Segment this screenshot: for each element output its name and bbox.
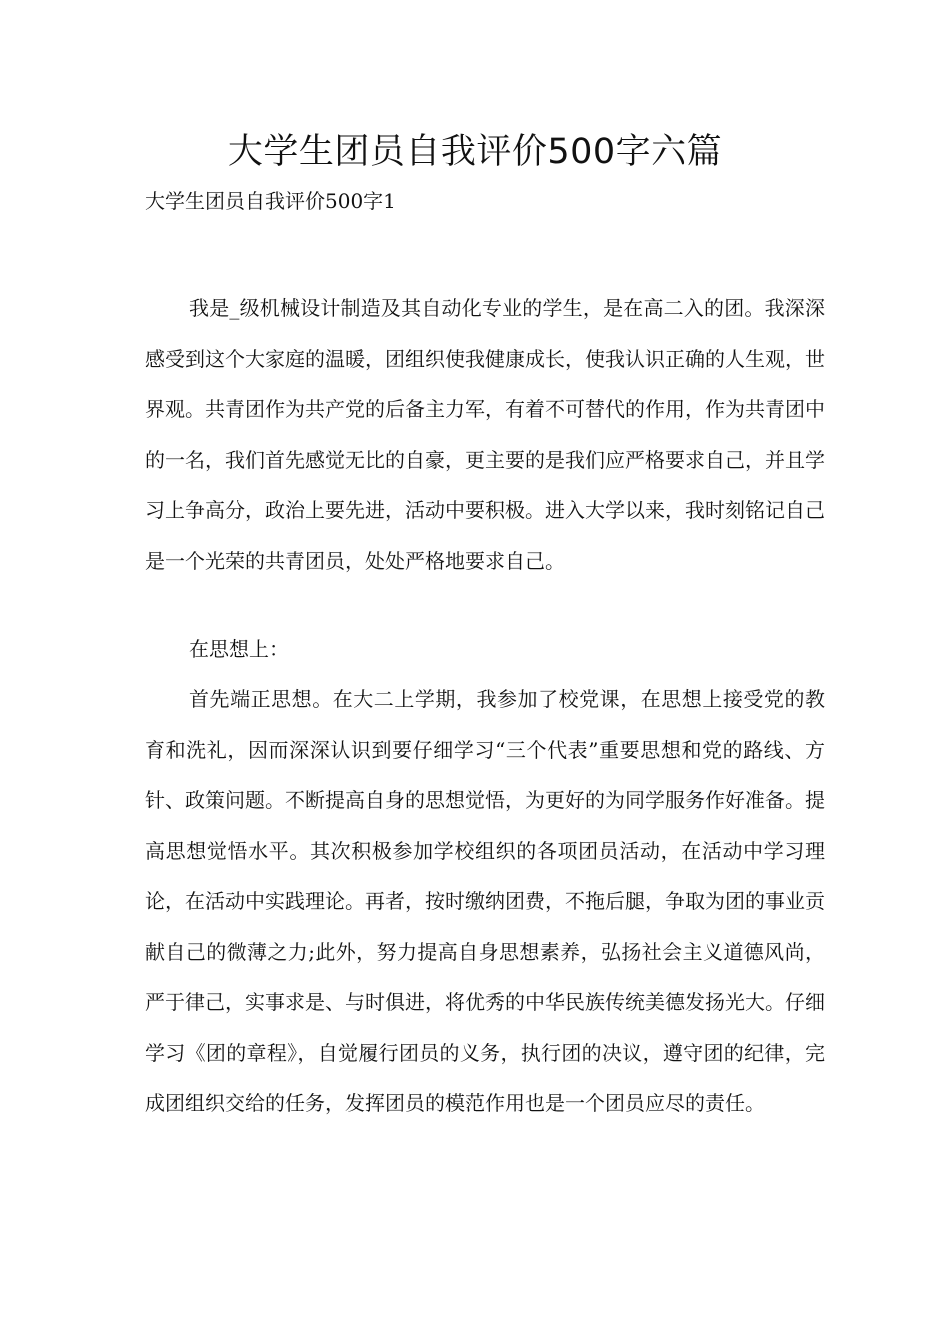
paragraph: 在思想上： bbox=[189, 637, 289, 661]
document-title: 大学生团员自我评价500字六篇 bbox=[227, 132, 723, 172]
section-heading: 大学生团员自我评价500字1 bbox=[145, 189, 396, 213]
paragraph-block-1 bbox=[145, 283, 825, 586]
paragraph: 我是_级机械设计制造及其自动化专业的学生，是在高二入的团。我深深感受到这个大家庭的温暖，团组织使我健康成长，使我认识正确的人生观，世界观。共青团作为共产党的后备主力军，有着不可替代的作用，作为共青团中的一名，我们首先感觉无比的自豪，更主要的是我们应严格要求自己，并且学习上争高分，政治上要先进，活动中要积极。进入大学以来，我时刻铭记自己是一个光荣的共青团员，处处严格地要求自己。 bbox=[145, 296, 825, 573]
paragraph-block-3 bbox=[145, 674, 825, 1129]
paragraph: 首先端正思想。在大二上学期，我参加了校党课，在思想上接受党的教育和洗礼，因而深深认识到要仔细学习“三个代表”重要思想和党的路线、方针、政策问题。不断提高自身的思想觉悟，为更好的为同学服务作好准备。提高思想觉悟水平。其次积极参加学校组织的各项团员活动，在活动中学习理论，在活动中实践理论。再者，按时缴纳团费，不拖后腿，争取为团的事业贡献自己的微薄之力;此外，努力提高自身思想素养，弘扬社会主义道德风尚，严于律己，实事求是、与时俱进，将优秀的中华民族传统美德发扬光大。仔细学习《团的章程》，自觉履行团员的义务，执行团的决议，遵守团的纪律，完成团组织交给的任务，发挥团员的模范作用也是一个团员应尽的责任。 bbox=[145, 687, 825, 1115]
paragraph-block-2 bbox=[145, 624, 825, 675]
